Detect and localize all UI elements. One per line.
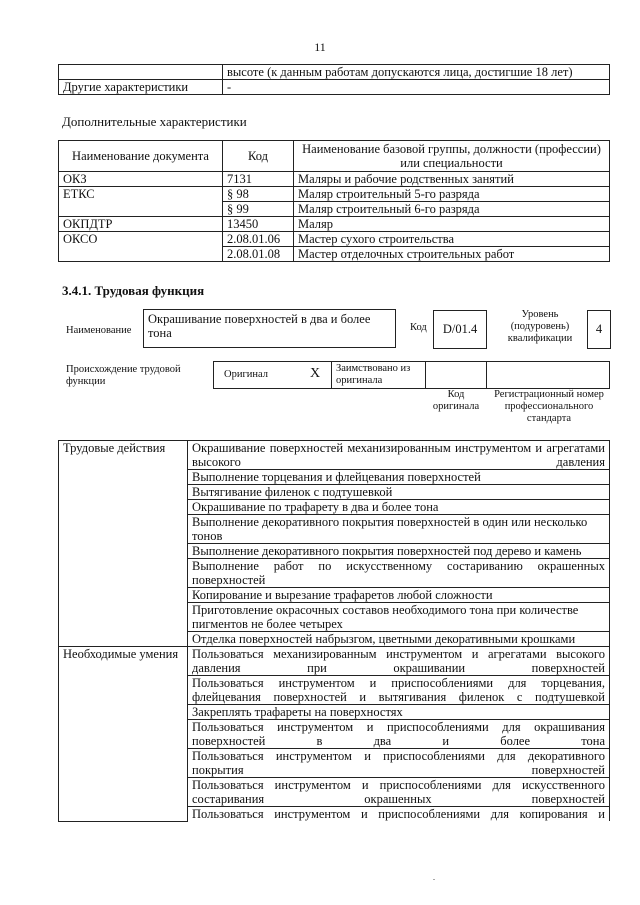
table-row: Окрашивание поверхностей механизированным инструментом и агрегатами высокого давления — [59, 441, 610, 470]
table-row: Пользоваться инструментом и приспособлениями для декоративного покрытия поверхностей — [59, 749, 610, 778]
name-label: Наименование — [66, 325, 132, 336]
scan-mark: . — [433, 873, 435, 882]
col-header-document: Наименование документа — [59, 141, 223, 172]
table-row: Пользоваться механизированным инструментом и агрегатами высокого давления при окрашивании поверхностей — [59, 647, 610, 676]
table-row: ЕТКС § 98 Маляр строительный 5-го разряда — [59, 187, 610, 202]
original-label: Оригинал — [224, 369, 268, 380]
table-row: ОКСО 2.08.01.06 Мастер сухого строительства — [59, 232, 610, 247]
table-row: Выполнение декоративного покрытия поверхностей под дерево и камень — [59, 544, 610, 559]
table-row: Пользоваться инструментом и приспособлениями для торцевания, флейцевания поверхностей и вытягивания филенок с подтушевкой — [59, 676, 610, 705]
table-row: Отделка поверхностей набрызгом, цветными декоративными крошками — [59, 632, 610, 647]
level-value: 4 — [587, 310, 611, 349]
table-row: ОКЗ 7131 Маляры и рабочие родственных занятий — [59, 172, 610, 187]
page-number: 11 — [314, 40, 326, 54]
age-note: высоте (к данным работам допускаются лица, достигшие 18 лет) — [223, 65, 610, 80]
section-title: Дополнительные характеристики — [62, 114, 247, 129]
labor-function-table — [58, 440, 610, 822]
table-row: Окрашивание по трафарету в два и более тона — [59, 500, 610, 515]
level-label: Уровень (подуровень) квалификации — [507, 309, 573, 344]
code-origin-label: Код оригинала — [432, 389, 480, 412]
col-header-group: Наименование базовой группы, должности (профессии) или специальности — [294, 141, 610, 172]
characteristics-table — [58, 64, 610, 95]
table-row: Вытягивание филенок с подтушевкой — [59, 485, 610, 500]
table-row: Выполнение работ по искусственному состариванию окрашенных поверхностей — [59, 559, 610, 588]
borrowed-label: Заимствовано из оригинала — [336, 363, 411, 386]
table-row: Копирование и вырезание трафаретов любой сложности — [59, 588, 610, 603]
code-label: Код — [410, 322, 427, 333]
col-header-code: Код — [223, 141, 294, 172]
other-characteristics-label: Другие характеристики — [59, 80, 223, 95]
table-row: Пользоваться инструментом и приспособлениями для искусственного состаривания окрашенных поверхностей — [59, 778, 610, 807]
original-mark: X — [310, 366, 321, 381]
table-row: § 99 Маляр строительный 6-го разряда — [59, 202, 610, 217]
table-row: Выполнение декоративного покрытия поверхностей в один или несколько тонов — [59, 515, 610, 544]
function-title: 3.4.1. Трудовая функция — [62, 283, 205, 298]
table-row: Закреплять трафареты на поверхностях — [59, 705, 610, 720]
table-row: ОКПДТР 13450 Маляр — [59, 217, 610, 232]
function-name: Окрашивание поверхностей в два и более тона — [143, 309, 396, 348]
reg-number-label: Регистрационный номер профессионального стандарта — [494, 389, 604, 424]
table-row: 2.08.01.08 Мастер отделочных строительных работ — [59, 247, 610, 262]
actions-label: Трудовые действия — [59, 441, 188, 647]
skills-label: Необходимые умения — [59, 647, 188, 822]
origin-label: Происхождение трудовой функции — [66, 364, 181, 387]
function-code: D/01.4 — [433, 310, 487, 349]
other-characteristics-value: - — [223, 80, 610, 95]
table-row: Выполнение торцевания и флейцевания поверхностей — [59, 470, 610, 485]
table-row: Пользоваться инструментом и приспособлениями для копирования и — [59, 807, 610, 822]
additional-characteristics-table — [58, 140, 610, 262]
table-row: Пользоваться инструментом и приспособлениями для окрашивания поверхностей в два и более тона — [59, 720, 610, 749]
table-row: Приготовление окрасочных составов необходимого тона при количестве пигментов не более четырех — [59, 603, 610, 632]
